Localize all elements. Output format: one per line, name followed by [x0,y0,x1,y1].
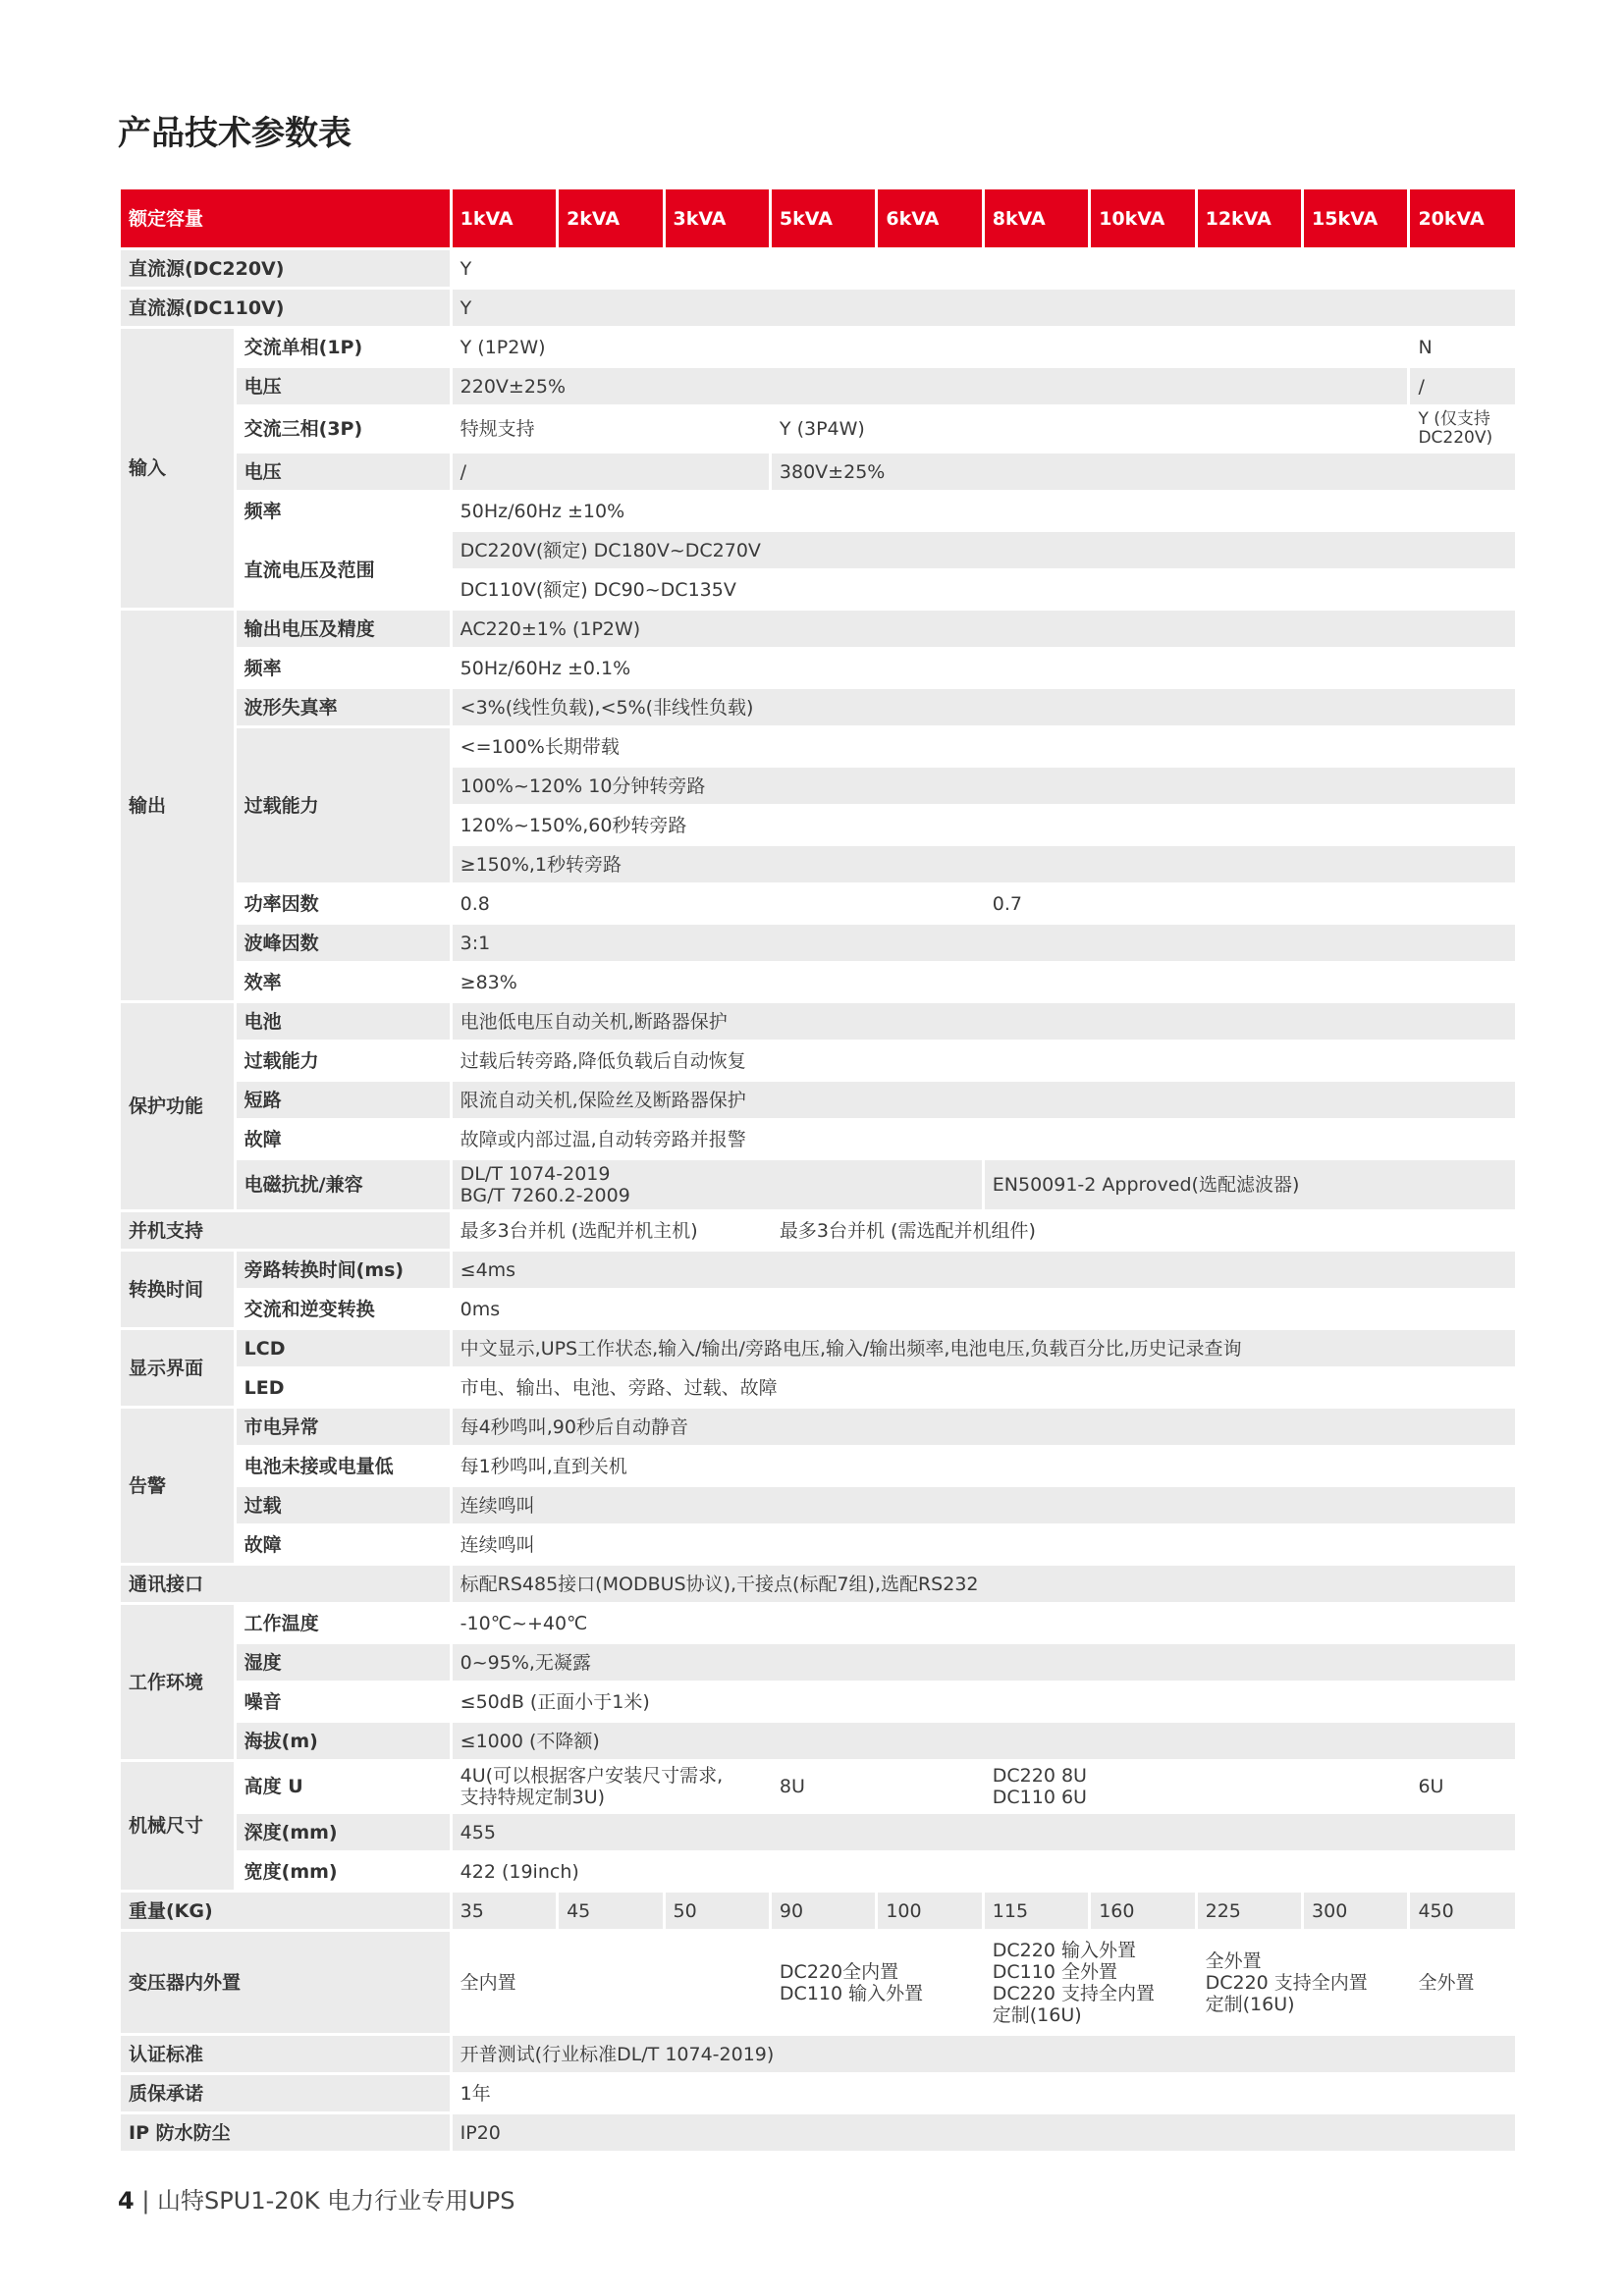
spec-row [121,407,1515,451]
emc-std-2: BG/T 7260.2-2009 [460,1185,630,1206]
spec-row [121,1762,1515,1811]
model-header: 8kVA [985,189,1088,247]
spec-row [121,329,1515,365]
row-value: 全外置 [1410,1932,1515,2033]
row-label: 过载 [237,1487,450,1523]
row-label: 宽度(mm) [237,1853,450,1890]
row-value [453,1160,982,1209]
transformer-note-5: 全外置 [1205,1949,1262,1972]
group-label: 输出 [121,611,234,1000]
spec-row [121,689,1515,725]
spec-row [121,1121,1515,1157]
row-label: LCD [237,1330,450,1366]
spec-row [121,1814,1515,1850]
spec-row [121,1330,1515,1366]
spec-row [121,250,1515,287]
row-value: 6U [1410,1762,1515,1811]
row-value: <=100%长期带载 [453,728,1515,765]
row-value: 380V±25% [772,454,1515,490]
row-value: ≥150%,1秒转旁路 [453,846,1515,882]
model-header: 3kVA [666,189,769,247]
spec-row [121,1853,1515,1890]
row-value: 最多3台并机 (选配并机主机) [453,1212,769,1249]
transformer-note-6: DC220 支持全内置 [1205,1971,1368,1994]
group-label: 输入 [121,329,234,608]
weight-cell: 300 [1304,1893,1407,1929]
row-label: 输出电压及精度 [237,611,450,647]
row-label: 效率 [237,964,450,1000]
row-value: Y [453,290,1515,326]
row-value: 连续鸣叫 [453,1487,1515,1523]
row-value: ≤1000 (不降额) [453,1723,1515,1759]
row-value: DC220V(额定) DC180V~DC270V [453,532,1515,568]
spec-row [121,1409,1515,1445]
spec-row [121,925,1515,961]
row-label: IP 防水防尘 [121,2114,450,2151]
spec-row [121,1082,1515,1118]
spec-row [121,1526,1515,1563]
row-value: AC220±1% (1P2W) [453,611,1515,647]
weight-cell: 450 [1410,1893,1515,1929]
row-value: 连续鸣叫 [453,1526,1515,1563]
row-label: 市电异常 [237,1409,450,1445]
emc-std-1: DL/T 1074-2019 [460,1163,611,1185]
spec-row [121,611,1515,647]
spec-row [121,2114,1515,2151]
spec-row [121,1252,1515,1288]
row-label: 波峰因数 [237,925,450,961]
row-value: 每4秒鸣叫,90秒后自动静音 [453,1409,1515,1445]
row-value: 市电、输出、电池、旁路、过载、故障 [453,1369,1515,1406]
row-label: 深度(mm) [237,1814,450,1850]
row-label: 电磁抗扰/兼容 [237,1160,450,1209]
row-value: 开普测试(行业标准DL/T 1074-2019) [453,2036,1515,2072]
group-label: 机械尺寸 [121,1762,234,1890]
row-label: 过载能力 [237,1042,450,1079]
spec-row [121,532,1515,568]
row-label: 变压器内外置 [121,1932,450,2033]
row-label: 认证标准 [121,2036,450,2072]
spec-row [121,1212,1515,1249]
row-value: 过载后转旁路,降低负载后自动恢复 [453,1042,1515,1079]
row-label: 功率因数 [237,885,450,922]
weight-cell: 35 [453,1893,556,1929]
model-header: 2kVA [559,189,662,247]
row-label: 直流源(DC110V) [121,290,450,326]
row-value: 故障或内部过温,自动转旁路并报警 [453,1121,1515,1157]
model-header: 15kVA [1304,189,1407,247]
row-value: 最多3台并机 (需选配并机组件) [772,1212,1515,1249]
spec-row [121,290,1515,326]
spec-row [121,2036,1515,2072]
row-value: Y [453,250,1515,287]
row-label: 交流和逆变转换 [237,1291,450,1327]
row-value: <3%(线性负载),<5%(非线性负载) [453,689,1515,725]
row-value: 限流自动关机,保险丝及断路器保护 [453,1082,1515,1118]
weight-cell: 225 [1198,1893,1301,1929]
spec-row [121,885,1515,922]
transformer-note-2: DC110 全外置 [992,1960,1117,1983]
row-value [453,1762,769,1811]
weight-cell: 45 [559,1893,662,1929]
row-value: 标配RS485接口(MODBUS协议),干接点(标配7组),选配RS232 [453,1566,1515,1602]
row-label: 电池 [237,1003,450,1040]
spec-row [121,454,1515,490]
row-label: 通讯接口 [121,1566,450,1602]
row-value: 422 (19inch) [453,1853,1515,1890]
row-value: EN50091-2 Approved(选配滤波器) [985,1160,1515,1209]
spec-table [118,187,1518,2154]
group-label: 显示界面 [121,1330,234,1406]
row-label: 故障 [237,1526,450,1563]
row-value: 中文显示,UPS工作状态,输入/输出/旁路电压,输入/输出频率,电池电压,负载百分比,历史记录查询 [453,1330,1515,1366]
row-value: IP20 [453,2114,1515,2151]
row-value: 50Hz/60Hz ±10% [453,493,1515,529]
spec-row [121,1566,1515,1602]
row-label: 湿度 [237,1644,450,1681]
transformer-dc220: DC220全内置 [779,1960,899,1983]
row-value: / [1410,368,1515,404]
row-label: 交流三相(3P) [237,407,450,451]
row-label: 直流源(DC220V) [121,250,450,287]
footer-title: | 山特SPU1-20K 电力行业专用UPS [134,2187,515,2215]
spec-row [121,493,1515,529]
spec-row [121,1723,1515,1759]
row-value [985,1762,1408,1811]
row-value: 全内置 [453,1932,769,2033]
spec-row [121,1003,1515,1040]
spec-row [121,2075,1515,2111]
header-row [121,189,1515,247]
model-header: 20kVA [1410,189,1515,247]
row-value: ≤50dB (正面小于1米) [453,1683,1515,1720]
row-value: N [1410,329,1515,365]
row-value: 0.7 [985,885,1515,922]
spec-row [121,1605,1515,1641]
page-title: 产品技术参数表 [118,114,352,153]
spec-row [121,650,1515,686]
row-label: 电池未接或电量低 [237,1448,450,1484]
spec-row [121,368,1515,404]
row-label: 高度 U [237,1762,450,1811]
spec-row [121,1160,1515,1209]
row-label: 交流单相(1P) [237,329,450,365]
row-label: 噪音 [237,1683,450,1720]
row-label: 短路 [237,1082,450,1118]
row-label: 电压 [237,454,450,490]
transformer-note-7: 定制(16U) [1205,1993,1295,2015]
spec-row [121,1932,1515,2033]
height-dc110: DC110 6U [992,1787,1087,1808]
group-label: 告警 [121,1409,234,1563]
row-label: 工作温度 [237,1605,450,1641]
height-dc220: DC220 8U [992,1765,1087,1787]
row-value: / [453,454,769,490]
spec-row [121,1683,1515,1720]
row-label: 质保承诺 [121,2075,450,2111]
row-value [985,1932,1195,2033]
row-value: Y (仅支持DC220V) [1410,407,1515,451]
row-value: 8U [772,1762,982,1811]
transformer-note-3: DC220 支持全内置 [992,1982,1155,2004]
row-label: 故障 [237,1121,450,1157]
row-value [772,1932,982,2033]
row-value: 每1秒鸣叫,直到关机 [453,1448,1515,1484]
row-value: 0ms [453,1291,1515,1327]
model-header: 6kVA [878,189,981,247]
group-label: 工作环境 [121,1605,234,1759]
transformer-note-4: 定制(16U) [992,2003,1082,2026]
spec-row [121,1291,1515,1327]
row-value: 电池低电压自动关机,断路器保护 [453,1003,1515,1040]
row-value: 0.8 [453,885,982,922]
weight-cell: 160 [1091,1893,1194,1929]
row-value: 100%~120% 10分钟转旁路 [453,768,1515,804]
transformer-dc110: DC110 输入外置 [779,1982,924,2004]
row-value: 50Hz/60Hz ±0.1% [453,650,1515,686]
row-label: 电压 [237,368,450,404]
transformer-note-1: DC220 输入外置 [992,1939,1136,1961]
row-label: LED [237,1369,450,1406]
row-label: 旁路转换时间(ms) [237,1252,450,1288]
height-note-2: 支持特规定制3U) [460,1787,606,1808]
weight-cell: 50 [666,1893,769,1929]
row-label: 过载能力 [237,728,450,882]
row-value: ≤4ms [453,1252,1515,1288]
page-number: 4 [118,2187,135,2215]
row-value: ≥83% [453,964,1515,1000]
row-value: 特规支持 [453,407,769,451]
weight-cell: 100 [878,1893,981,1929]
row-label: 频率 [237,493,450,529]
spec-row [121,728,1515,765]
group-label: 保护功能 [121,1003,234,1209]
row-label: 重量(KG) [121,1893,450,1929]
row-label: 海拔(m) [237,1723,450,1759]
group-label: 转换时间 [121,1252,234,1327]
model-header: 12kVA [1198,189,1301,247]
row-value: Y (1P2W) [453,329,1408,365]
weight-cell: 90 [772,1893,875,1929]
row-value [1198,1932,1408,2033]
row-label: 直流电压及范围 [237,532,450,608]
row-value: DC110V(额定) DC90~DC135V [453,571,1515,608]
row-value: 455 [453,1814,1515,1850]
row-label: 波形失真率 [237,689,450,725]
row-value: 1年 [453,2075,1515,2111]
spec-row [121,1644,1515,1681]
row-value: 220V±25% [453,368,1408,404]
model-header: 10kVA [1091,189,1194,247]
page-footer [118,2181,514,2216]
row-value: 3:1 [453,925,1515,961]
spec-row [121,1893,1515,1929]
row-label: 并机支持 [121,1212,450,1249]
weight-cell: 115 [985,1893,1088,1929]
row-value: Y (3P4W) [772,407,1408,451]
row-value: 0~95%,无凝露 [453,1644,1515,1681]
header-label: 额定容量 [121,189,450,247]
spec-row [121,1448,1515,1484]
row-value: 120%~150%,60秒转旁路 [453,807,1515,843]
row-value: -10℃~+40℃ [453,1605,1515,1641]
model-header: 1kVA [453,189,556,247]
height-note-1: 4U(可以根据客户安装尺寸需求, [460,1765,724,1787]
row-label: 频率 [237,650,450,686]
spec-row [121,1042,1515,1079]
spec-row [121,964,1515,1000]
spec-row [121,1487,1515,1523]
spec-row [121,1369,1515,1406]
model-header: 5kVA [772,189,875,247]
